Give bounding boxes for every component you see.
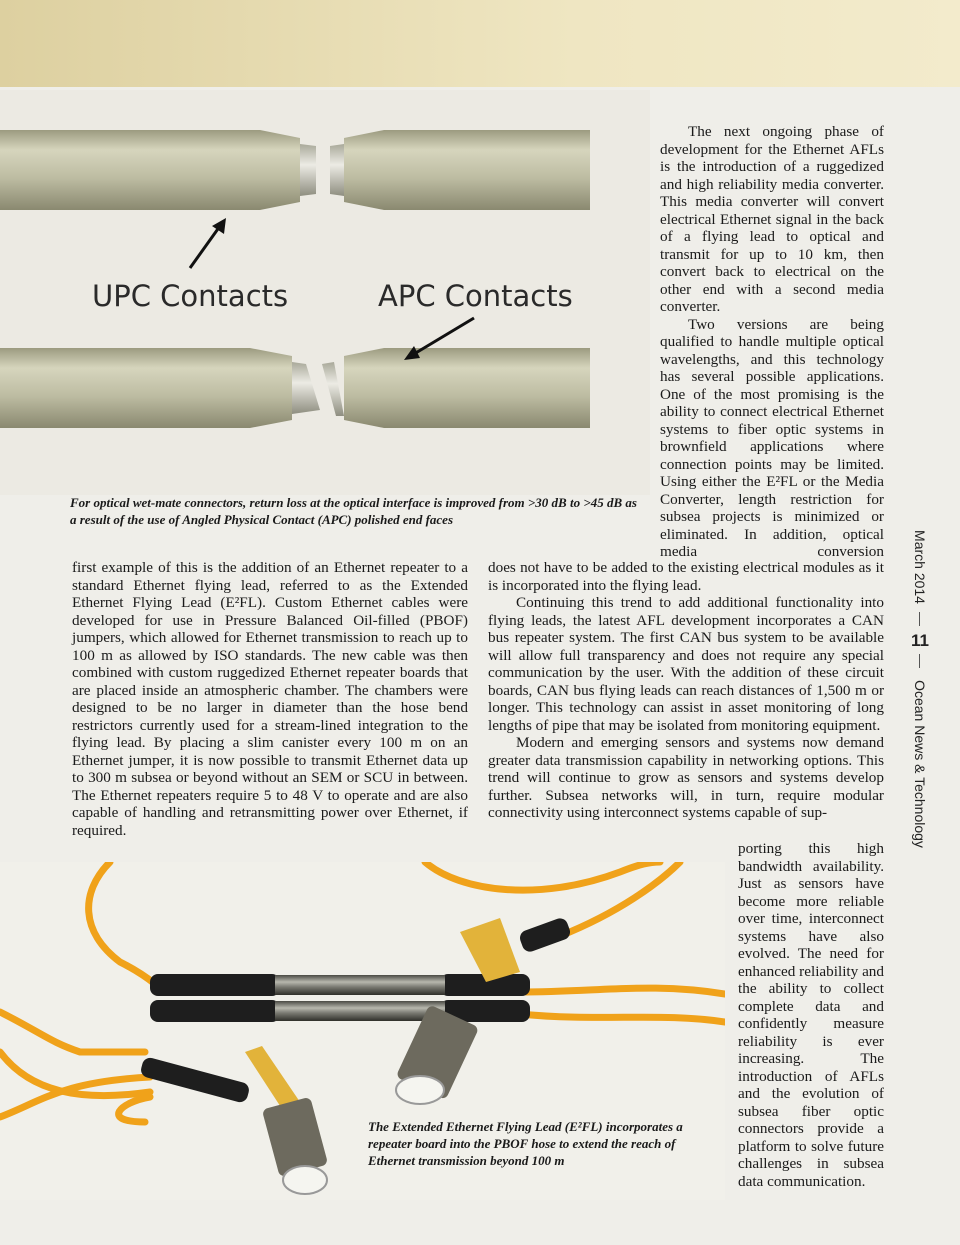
publication-name: Ocean News & Technology xyxy=(912,680,928,848)
upc-connector-right xyxy=(330,130,590,210)
photo-upc-apc-contacts xyxy=(0,90,650,495)
page-sidebar xyxy=(905,520,935,860)
left-column xyxy=(72,559,468,839)
sidebar-divider-1 xyxy=(919,612,920,626)
issue-date: March 2014 xyxy=(912,530,928,604)
middle-para-1: does not have to be added to the existing electrical modules as it is incorporated into the flying lead. xyxy=(488,559,884,594)
sidebar-divider-2 xyxy=(919,654,920,668)
label-upc-contacts: UPC Contacts xyxy=(92,279,289,313)
label-apc-contacts: APC Contacts xyxy=(378,279,573,313)
upc-connector-left xyxy=(0,130,316,210)
narrow-column xyxy=(738,840,884,1190)
figure-caption-bottom: The Extended Ethernet Flying Lead (E²FL) incorporates a repeater board into the PBOF hose to extend the reach of Ethernet transmission beyond 100 m xyxy=(368,1119,683,1168)
right-para-2: Two versions are being qualified to handle multiple optical wavelengths, and this technology has several possible applications. One of the most promising is the ability to connect electrical Ethernet systems to fiber optic systems in brownfield applications where connection points may be limited. Using either the E²FL or the Media Converter, length restriction for subsea projects is minimized or eliminated. In addition, optical media conversion xyxy=(660,315,884,560)
right-column xyxy=(660,123,884,561)
right-para-1: The next ongoing phase of development for the Ethernet AFLs is the introduction of a ruggedized and high reliability media converter. This media converter will convert electrical Ethernet signal in the back of a flying lead to optical and transmit for up to 10 km, then convert back to electrical on the other end with a second media converter. xyxy=(660,123,884,315)
middle-para-2: Continuing this trend to add additional functionality into flying leads, the latest AFL development incorporates a CAN bus repeater system. The first CAN bus system to be available will allow full transparency and does not require any special communication by the user. With the addition of these circuit boards, CAN bus flying leads can reach distances of 1,500 m or longer. This technology can assist in asset monitoring of long lengths of pipe that may be isolated from monitoring equipment. xyxy=(488,594,884,734)
middle-para-3: Modern and emerging sensors and systems now demand greater data transmission capability in networking options. This trend will continue to grow as sensors and systems develop further. Subsea networks will, in turn, require modular connectivity using interconnect systems capable of sup- xyxy=(488,734,884,821)
narrow-para-1: porting this high bandwidth availability. Just as sensors have become more reliable over time, interconnect systems have also evolved. The need for enhanced reliability and the ability to collect complete data and confidently measure reliability is ever increasing. The introduction of AFLs and the evolution of subsea fiber optic connectors provide a platform to solve future challenges in subsea data communication. xyxy=(738,840,884,1190)
header-band xyxy=(0,0,960,87)
figure-caption-top: For optical wet-mate connectors, return loss at the optical interface is improved from >30 dB to >45 dB as a result of the use of Angled Physical Contact (APC) polished end faces xyxy=(70,495,637,527)
middle-column xyxy=(488,559,884,822)
apc-connector-right xyxy=(322,348,590,428)
apc-connector-left xyxy=(0,348,320,428)
left-para-1: first example of this is the addition of an Ethernet repeater to a standard Ethernet flying lead, referred to as the Extended Ethernet Flying Lead (E²FL). Custom Ethernet cables were developed for use in Pressure Balanced Oil-filled (PBOF) jumpers, which allowed for Ethernet transmission to reach up to 100 m as allowed by ISO standards. The new cable was then combined with custom ruggedized Ethernet repeater boards that are placed inside an atmospheric chamber. The chambers were designed to be no larger in diameter than the hose bend restrictors currently used for a stream-lined integration to the flying lead. By placing a slim canister every 100 m on an Ethernet jumper, it is now possible to transmit Ethernet data up to 300 m subsea or beyond without an SEM or SCU in between. The Ethernet repeaters require 5 to 48 V to operate and are also capable of handling and retransmitting power over Ethernet, if required. xyxy=(72,559,468,839)
page-number: 11 xyxy=(911,631,929,650)
